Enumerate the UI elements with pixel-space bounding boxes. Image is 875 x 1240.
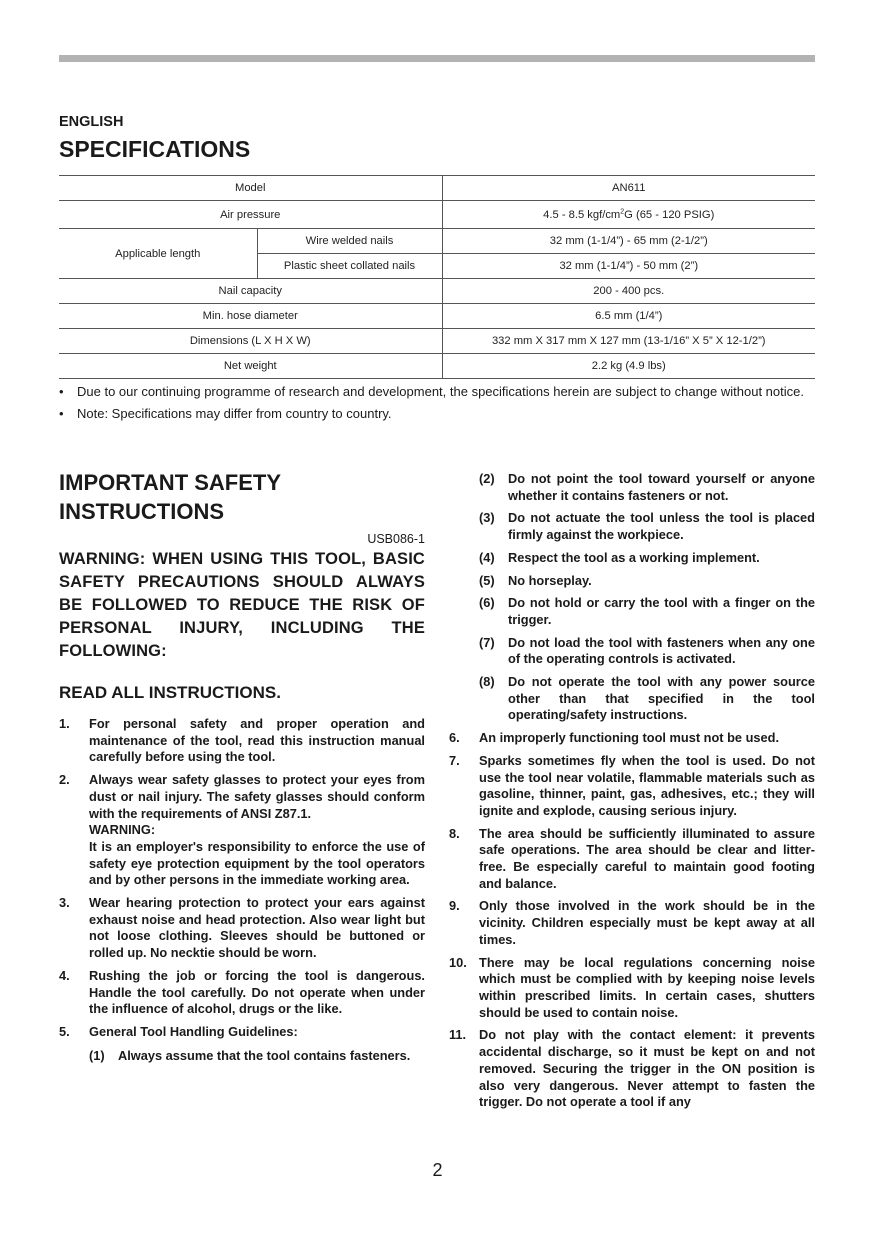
safety-title-line2: INSTRUCTIONS [59, 499, 224, 524]
sub-list-item [479, 510, 815, 543]
warning-heading: WARNING: WHEN USING THIS TOOL, BASIC SAFETY PRECAUTIONS SHOULD ALWAYS BE FOLLOWED TO REDUCE THE RISK OF PERSONAL INJURY, INCLUDING THE FOLLOWING: [59, 550, 425, 660]
air-pressure-unit: G (65 - 120 PSIG) [624, 208, 715, 221]
instruction-list-continued [449, 471, 815, 1111]
list-item [449, 826, 815, 893]
item-text: Do not play with the contact element: it prevents accidental discharge, so it must be kept on and not removed. Securing the trigger in the ON position is also very dangerous. Never attempt to fasten the trigger. Do not operate a tool if any [479, 1027, 815, 1110]
list-item [59, 406, 815, 422]
header-rule [59, 55, 815, 62]
sub-list-item [479, 471, 815, 504]
spec-label: Air pressure [59, 201, 442, 229]
spec-label: Nail capacity [59, 279, 442, 304]
item-number: 3. [59, 895, 70, 911]
item-number: 9. [449, 898, 460, 914]
list-item [449, 471, 815, 724]
item-text: For personal safety and proper operation and maintenance of the tool, read this instruction manual carefully before using the tool. [89, 716, 425, 765]
sub-item-text: Do not actuate the tool unless the tool is placed firmly against the workpiece. [508, 510, 815, 543]
item-text: The area should be sufficiently illuminated to assure safe operations. The area should be clear and litter-free. Be especially careful to maintain good footing and balance. [479, 825, 815, 891]
item-number: 6. [449, 730, 460, 746]
item-number: 1. [59, 716, 70, 731]
safety-title-line1: IMPORTANT SAFETY [59, 470, 282, 495]
sub-list-item [89, 1048, 425, 1065]
item-text: Sparks sometimes fly when the tool is used. Do not use the tool near volatile, flammable materials such as gasoline, thinner, paint, gas, adhesives, etc.; they will ignite and explode, causing serious injury. [479, 752, 815, 818]
specifications-table [59, 175, 815, 379]
sub-list [89, 1048, 425, 1065]
sub-item-text: Do not hold or carry the tool with a finger on the trigger. [508, 595, 815, 627]
spec-row-wire-nails [59, 229, 815, 254]
list-item [59, 1024, 425, 1064]
list-item [449, 730, 815, 747]
spec-value: 32 mm (1-1/4”) - 65 mm (2-1/2”) [442, 229, 815, 254]
spec-label: Applicable length [59, 229, 257, 279]
spec-label: Dimensions (L X H X W) [59, 329, 442, 354]
spec-value: 6.5 mm (1/4”) [442, 304, 815, 329]
bullet: • [59, 406, 64, 421]
instruction-list [59, 716, 425, 1064]
safety-title [59, 468, 425, 526]
spec-value: 32 mm (1-1/4”) - 50 mm (2”) [442, 254, 815, 279]
sub-item-number: (5) [479, 572, 495, 588]
spec-row-hose [59, 304, 815, 329]
left-column [59, 468, 425, 1070]
item-number: 4. [59, 967, 70, 983]
sub-item-text: No horseplay. [508, 572, 592, 588]
sub-item-text: Respect the tool as a working implement. [508, 549, 760, 565]
spec-notes [59, 384, 815, 428]
item-number: 11. [449, 1027, 467, 1043]
sub-item-number: (8) [479, 674, 495, 690]
spec-row-air-pressure [59, 201, 815, 229]
item-text: There may be local regulations concerning noise which must be complied with by keeping noise levels within prescribed limits. In certain cases, shutters should be used to contain noise. [479, 954, 815, 1020]
item-text: Always wear safety glasses to protect your eyes from dust or nail injury. The safety glasses should conform with the requirements of ANSI Z87.1. [89, 772, 425, 821]
sub-list [479, 471, 815, 724]
item-text: General Tool Handling Guidelines: [89, 1023, 298, 1039]
list-item [59, 895, 425, 962]
sub-list-item [479, 674, 815, 724]
warning-text: It is an employer's responsibility to enforce the use of safety eye protection equipment by the tool operators and by other persons in the immediate working area. [89, 838, 425, 888]
spec-value [442, 201, 815, 229]
sub-list-item [479, 550, 815, 567]
spec-value: 332 mm X 317 mm X 127 mm (13-1/16” X 5” X 12-1/2”) [442, 329, 815, 354]
warning-label: WARNING: [89, 822, 156, 838]
item-text: Rushing the job or forcing the tool is dangerous. Handle the tool carefully. Do not operate when under the influence of alcohol, drugs or the like. [89, 967, 425, 1017]
right-column [449, 471, 815, 1117]
sub-item-number: (1) [89, 1047, 105, 1063]
list-item [449, 1027, 815, 1111]
item-number: 10. [449, 954, 467, 970]
list-item [449, 955, 815, 1022]
sub-list-item [479, 595, 815, 628]
sub-list-item [479, 635, 815, 668]
spec-value: 200 - 400 pcs. [442, 279, 815, 304]
item-number: 7. [449, 752, 460, 768]
spec-row-dimensions [59, 329, 815, 354]
specifications-title: SPECIFICATIONS [59, 136, 251, 162]
document-code: USB086-1 [367, 532, 425, 546]
air-pressure-value: 4.5 - 8.5 kgf/cm [543, 208, 621, 221]
sub-item-number: (7) [479, 634, 495, 650]
sub-item-number: (2) [479, 471, 495, 486]
sub-item-text: Do not operate the tool with any power source other than that specified in the tool operating/safety instructions. [508, 674, 815, 723]
read-all-heading: READ ALL INSTRUCTIONS. [59, 683, 281, 702]
page-number: 2 [432, 1160, 443, 1180]
item-number: 5. [59, 1023, 70, 1039]
sub-item-text: Do not point the tool toward yourself or anyone whether it contains fasteners or not. [508, 471, 815, 503]
spec-label: Min. hose diameter [59, 304, 442, 329]
list-item [59, 968, 425, 1018]
sub-item-number: (4) [479, 549, 495, 565]
sub-item-text: Always assume that the tool contains fasteners. [118, 1047, 411, 1063]
item-number: 8. [449, 825, 460, 841]
note-text: Note: Specifications may differ from country to country. [77, 406, 392, 421]
language-label: ENGLISH [59, 114, 124, 130]
spec-sublabel: Plastic sheet collated nails [257, 254, 442, 279]
sub-item-number: (3) [479, 510, 495, 526]
spec-row-nail-capacity [59, 279, 815, 304]
list-item [59, 384, 815, 400]
spec-value: 2.2 kg (4.9 lbs) [442, 354, 815, 379]
list-item [449, 898, 815, 948]
spec-value: AN611 [442, 176, 815, 201]
list-item [59, 772, 425, 889]
bullet: • [59, 384, 64, 399]
item-text: Wear hearing protection to protect your ears against exhaust noise and head protection. Also wear light but not loose clothing. Sleeves should be buttoned or rolled up. No necktie should be worn. [89, 895, 425, 961]
sub-list-item [479, 573, 815, 590]
list-item [449, 753, 815, 820]
spec-label: Model [59, 176, 442, 201]
item-number: 2. [59, 772, 70, 788]
list-item [59, 716, 425, 766]
note-text: Due to our continuing programme of research and development, the specifications herein are subject to change without notice. [77, 384, 804, 399]
spec-sublabel: Wire welded nails [257, 229, 442, 254]
superscript: 2 [620, 207, 625, 215]
sub-item-text: Do not load the tool with fasteners when any one of the operating controls is activated. [508, 634, 815, 667]
spec-row-weight [59, 354, 815, 379]
spec-row-model [59, 176, 815, 201]
spec-label: Net weight [59, 354, 442, 379]
item-text: Only those involved in the work should be in the vicinity. Children especially must be kept away at all times. [479, 898, 815, 947]
item-text: An improperly functioning tool must not be used. [479, 730, 780, 746]
sub-item-number: (6) [479, 595, 495, 611]
